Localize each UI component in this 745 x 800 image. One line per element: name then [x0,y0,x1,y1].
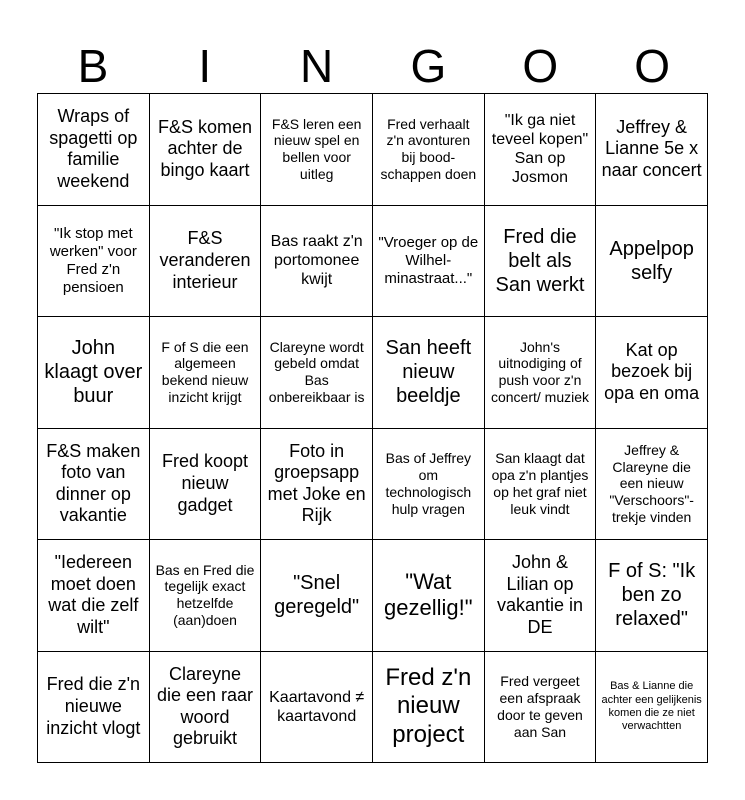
bingo-cell[interactable]: Fred z'n nieuw project [373,652,485,764]
bingo-cell[interactable]: F of S die een algemeen bekend nieuw inzicht krijgt [150,317,262,429]
bingo-cell[interactable]: Clareyne die een raar woord gebruikt [150,652,262,764]
bingo-cell[interactable]: Kaartavond ≠ kaartavond [261,652,373,764]
header-letter-n: N [299,40,334,92]
bingo-cell[interactable]: Bas en Fred die tegelijk exact hetzelfde (aan)doen [150,540,262,652]
header-letter-g: G [410,40,447,92]
bingo-cell[interactable]: F&S veranderen interieur [150,206,262,318]
bingo-cell[interactable]: Kat op bezoek bij opa en oma [596,317,708,429]
bingo-cell[interactable]: John & Lilian op vakantie in DE [485,540,597,652]
bingo-cell[interactable]: "Ik stop met werken" voor Fred z'n pensioen [38,206,150,318]
bingo-cell[interactable]: Foto in groepsapp met Joke en Rijk [261,429,373,541]
bingo-cell[interactable]: Fred koopt nieuw gadget [150,429,262,541]
bingo-cell[interactable]: Fred die belt als San werkt [485,206,597,318]
bingo-cell[interactable]: F&S leren een nieuw spel en bellen voor uitleg [261,94,373,206]
bingo-cell[interactable]: Jeffrey & Clareyne die een nieuw "Verschoors"-trekje vinden [596,429,708,541]
bingo-cell[interactable]: "Vroeger op de Wilhel-minastraat..." [373,206,485,318]
bingo-cell[interactable]: "Snel geregeld" [261,540,373,652]
bingo-header [37,38,708,94]
bingo-cell[interactable]: Fred die z'n nieuwe inzicht vlogt [38,652,150,764]
bingo-cell[interactable]: Jeffrey & Lianne 5e x naar concert [596,94,708,206]
header-letter-o-2: O [634,40,670,92]
bingo-cell[interactable]: Fred vergeet een afspraak door te geven aan San [485,652,597,764]
bingo-cell[interactable]: F&S maken foto van dinner op vakantie [38,429,150,541]
bingo-cell[interactable]: Bas & Lianne die achter een gelijkenis komen die ze niet verwachtten [596,652,708,764]
bingo-cell[interactable]: Bas of Jeffrey om technologisch hulp vragen [373,429,485,541]
bingo-cell[interactable]: "Iedereen moet doen wat die zelf wilt" [38,540,150,652]
bingo-cell[interactable]: F&S komen achter de bingo kaart [150,94,262,206]
bingo-cell[interactable]: John's uitnodiging of push voor z'n concert/ muziek [485,317,597,429]
bingo-cell[interactable]: "Wat gezellig!" [373,540,485,652]
bingo-cell[interactable]: John klaagt over buur [38,317,150,429]
bingo-cell[interactable]: "Ik ga niet teveel kopen" San op Josmon [485,94,597,206]
bingo-cell[interactable]: Clareyne wordt gebeld omdat Bas onbereikbaar is [261,317,373,429]
bingo-cell[interactable]: F of S: "Ik ben zo relaxed" [596,540,708,652]
bingo-cell[interactable]: Fred verhaalt z'n avonturen bij bood-schappen doen [373,94,485,206]
bingo-grid [37,93,708,763]
bingo-cell[interactable]: Bas raakt z'n portomonee kwijt [261,206,373,318]
header-letter-i: I [198,40,212,92]
header-letter-b: B [77,40,109,92]
bingo-cell[interactable]: Wraps of spagetti op familie weekend [38,94,150,206]
header-letter-o: O [522,40,559,92]
bingo-cell[interactable]: San heeft nieuw beeldje [373,317,485,429]
bingo-cell[interactable]: Appelpop selfy [596,206,708,318]
bingo-cell[interactable]: San klaagt dat opa z'n plantjes op het graf niet leuk vindt [485,429,597,541]
